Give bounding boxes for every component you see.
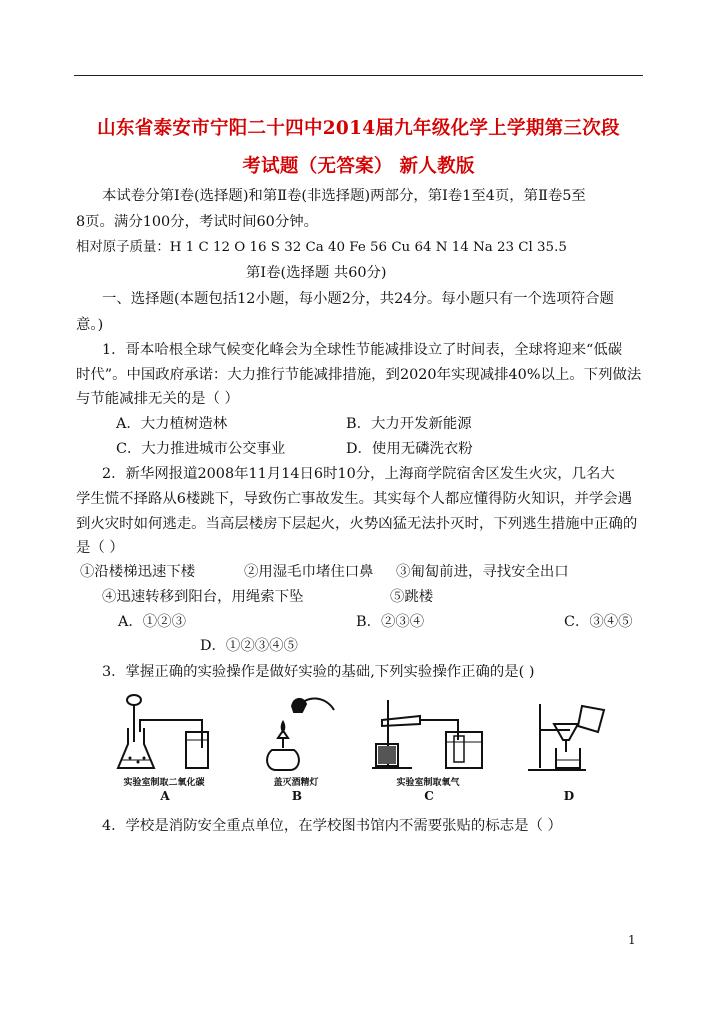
document-title-line-2: 考试题（无答案） 新人教版	[242, 156, 475, 177]
figure-c-label: 实验室制取氧气	[396, 778, 460, 788]
figure-c-oxygen-apparatus	[368, 696, 490, 774]
atomic-masses: 相对原子质量：H 1 C 12 O 16 S 32 Ca 40 Fe 56 Cu 64 N 14 Na 23 Cl 35.5	[76, 240, 567, 255]
q2-option-d: D．①②③④⑤	[200, 638, 298, 654]
q2-measure-3: ③匍匐前进，寻找安全出口	[396, 564, 569, 580]
figure-d-letter: D	[563, 789, 575, 803]
figure-a-co2-apparatus	[116, 692, 216, 774]
figure-d-filtration	[526, 702, 610, 774]
q2-line-3: 到火灾时如何逃走。当高层楼房下层起火，火势凶猛无法扑灭时，下列逃生措施中正确的	[76, 516, 638, 532]
figure-b-alcohol-lamp	[258, 690, 338, 774]
document-title-line-1: 山东省泰安市宁阳二十四中2014届九年级化学上学期第三次段	[97, 118, 620, 139]
part-heading: 第Ⅰ卷(选择题 共60分)	[246, 265, 387, 281]
q1-option-a: A．大力植树造林	[116, 416, 228, 432]
q1-option-d: D．使用无磷洗衣粉	[346, 441, 473, 457]
q1-line-3: 与节能减排无关的是（ ）	[76, 391, 239, 407]
q2-measure-2: ②用湿毛巾堵住口鼻	[244, 564, 374, 580]
q3-stem: 3．掌握正确的实验操作是做好实验的基础,下列实验操作正确的是( )	[102, 664, 535, 680]
section1-line-2: 意。)	[76, 317, 104, 333]
q1-line-1: 1．哥本哈根全球气候变化峰会为全球性节能减排设立了时间表，全球将迎来“低碳	[102, 342, 623, 358]
q1-option-c: C．大力推进城市公交事业	[116, 441, 286, 457]
q2-measure-4: ④迅速转移到阳台，用绳索下坠	[102, 589, 304, 605]
q2-option-a: A．①②③	[118, 614, 186, 630]
intro-line-1: 本试卷分第Ⅰ卷(选择题)和第Ⅱ卷(非选择题)两部分，第Ⅰ卷1至4页，第Ⅱ卷5至	[102, 188, 586, 204]
section1-line-1: 一、选择题(本题包括12小题，每小题2分，共24分。每小题只有一个选项符合题	[102, 291, 614, 307]
q2-option-c: C．③④⑤	[564, 614, 633, 630]
q1-line-2: 时代”。中国政府承诺：大力推行节能减排措施，到2020年实现减排40%以上。下列做法	[76, 367, 642, 383]
page-number: 1	[628, 933, 636, 947]
q2-measure-1: ①沿楼梯迅速下楼	[80, 564, 196, 580]
q2-measure-5: ⑤跳楼	[390, 589, 434, 605]
figure-b-letter: B	[291, 789, 303, 803]
intro-line-2: 8页。满分100分，考试时间60分钟。	[76, 214, 319, 230]
q4-stem: 4．学校是消防安全重点单位，在学校图书馆内不需要张贴的标志是（ ）	[102, 818, 562, 834]
figure-b-label: 盖灭酒精灯	[273, 778, 319, 788]
figure-a-letter: A	[160, 789, 170, 803]
q2-line-1: 2．新华网报道2008年11月14日6时10分，上海商学院宿舍区发生火灾，几名大	[102, 466, 615, 482]
header-rule	[74, 75, 643, 76]
q2-line-2: 学生慌不择路从6楼跳下，导致伤亡事故发生。其实每个人都应懂得防火知识，并学会遇	[76, 491, 633, 507]
q1-option-b: B．大力开发新能源	[346, 416, 472, 432]
q2-option-b: B．②③④	[356, 614, 425, 630]
figure-c-letter: C	[424, 789, 434, 803]
q2-line-4: 是（ ）	[76, 540, 124, 556]
figure-a-label: 实验室制取二氧化碳	[123, 778, 205, 788]
